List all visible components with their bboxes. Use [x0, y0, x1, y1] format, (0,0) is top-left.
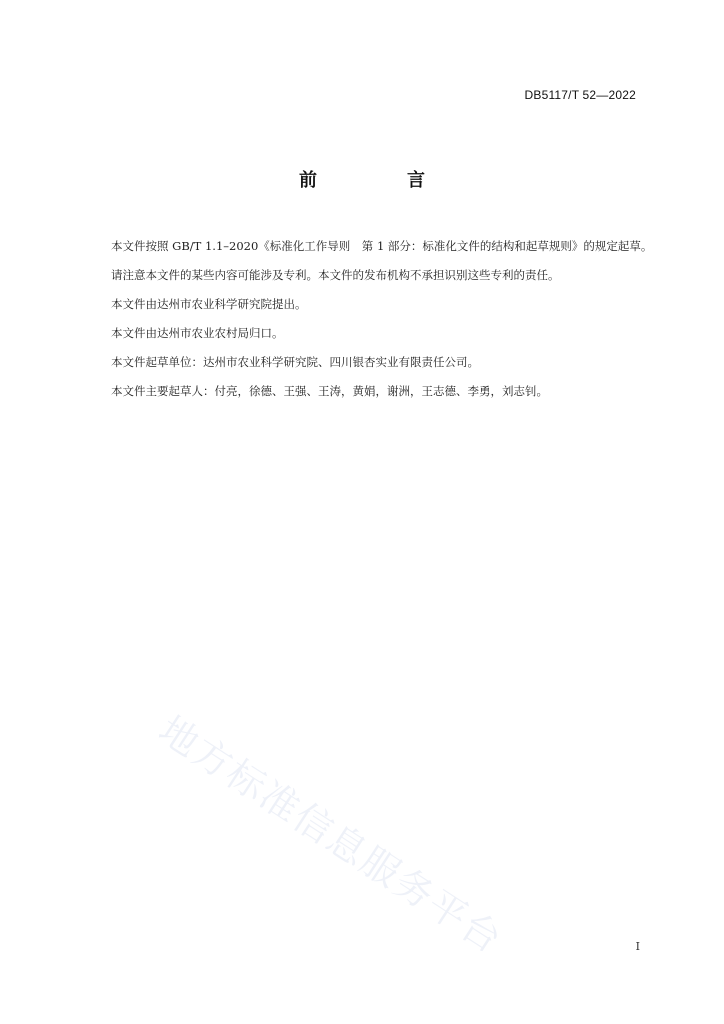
paragraph-drafting-units: 本文件起草单位：达州市农业科学研究院、四川银杏实业有限责任公司。: [111, 355, 479, 369]
paragraph-proposer: 本文件由达州市农业科学研究院提出。: [111, 297, 307, 311]
paragraph-drafting-rules: 本文件按照 GB/T 1.1–2020《标准化工作导则 第 1 部分：标准化文件的结构和起草规则》的规定起草。: [111, 239, 653, 253]
document-code: DB5117/T 52—2022: [524, 88, 636, 102]
paragraph-patent-notice: 请注意本文件的某些内容可能涉及专利。本文件的发布机构不承担识别这些专利的责任。: [111, 268, 560, 282]
paragraph-centralized-unit: 本文件由达州市农业农村局归口。: [111, 326, 284, 340]
paragraph-drafters: 本文件主要起草人：付亮，徐德、王强、王涛，黄娟，谢洲，王志德、李勇，刘志钊。: [111, 384, 548, 398]
document-body: [88, 232, 660, 406]
page-title: 前 言: [299, 170, 461, 191]
page-number: I: [635, 940, 640, 953]
watermark: 地方标准信息服务平台: [151, 707, 511, 963]
